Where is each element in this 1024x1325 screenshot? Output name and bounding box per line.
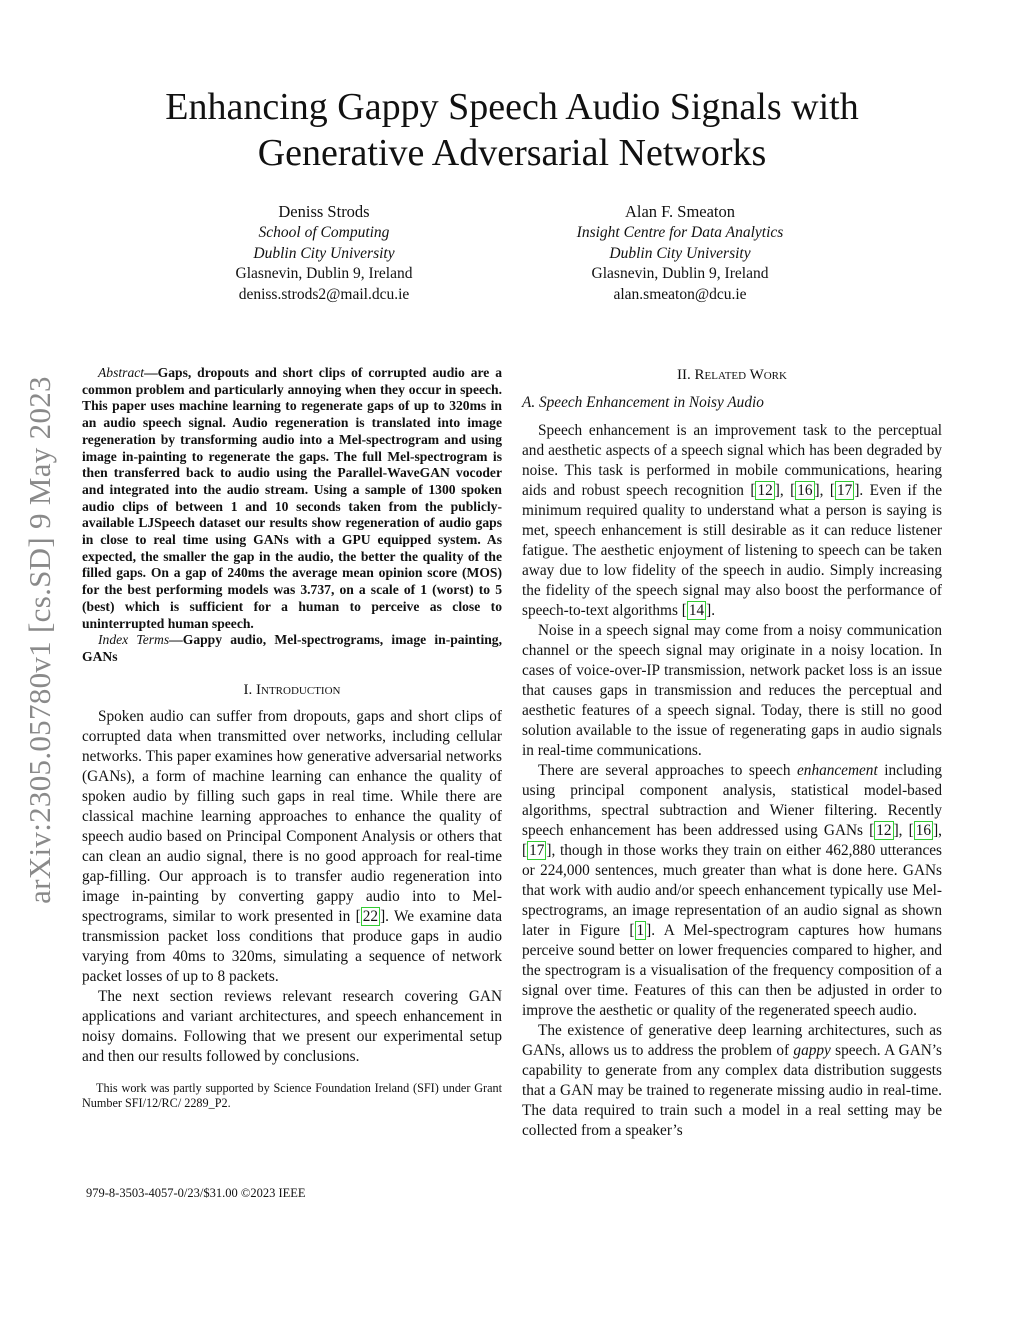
author-address: Glasnevin, Dublin 9, Ireland bbox=[235, 265, 413, 283]
section-heading: I. Introduction bbox=[243, 681, 341, 698]
citation-link[interactable]: 1 bbox=[636, 922, 645, 939]
citation-link[interactable]: 22 bbox=[362, 907, 379, 925]
text-run: , though in those works they train on either 462,880 utterances or 224,000 sentences, much greater than what is done here. GANs that work with audio and/or speech enhancement typically use Mel-spectrograms, an image representation of an audio signal as shown later in Figure bbox=[522, 842, 942, 939]
text-run: , bbox=[819, 482, 830, 499]
emphasis-text: gappy bbox=[793, 1042, 831, 1059]
emphasis-text: enhancement bbox=[797, 762, 878, 779]
citation: [ 12 ] bbox=[869, 822, 899, 839]
citation-link[interactable]: 14 bbox=[688, 602, 705, 619]
author-email[interactable]: alan.smeaton@dcu.ie bbox=[613, 286, 747, 304]
citation: [ 16 ] bbox=[790, 482, 820, 499]
citation-link[interactable]: 17 bbox=[837, 482, 853, 499]
author-name: Deniss Strods bbox=[278, 202, 370, 221]
index-terms bbox=[82, 632, 502, 665]
author-address: Glasnevin, Dublin 9, Ireland bbox=[591, 265, 769, 283]
right-column bbox=[522, 365, 942, 1141]
title-line: Generative Adversarial Networks bbox=[257, 132, 767, 174]
paragraph bbox=[522, 1021, 942, 1141]
paragraph bbox=[522, 621, 942, 761]
citation: [ 12 ] bbox=[750, 482, 780, 499]
section-body bbox=[522, 421, 942, 1141]
text-run: , bbox=[779, 482, 791, 499]
text-run: . Even if the minimum required quality to understand what a person is saying is met, speech enhancement is still desirable as it can reduce listener fatigue. The aesthetic enjoyment of listening to speech can be taken away due to low fidelity of the speech in audio. Simply increasing the fidelity of the speech signal may also boost the performance of speech-to-text algorithms bbox=[522, 482, 942, 619]
citation: [ 22 ] bbox=[355, 907, 386, 925]
citation-link[interactable]: 12 bbox=[757, 482, 773, 499]
section-heading: II. Related Work bbox=[677, 367, 787, 383]
author-org: Dublin City University bbox=[609, 244, 751, 262]
author-dept: School of Computing bbox=[258, 223, 390, 241]
citation-link[interactable]: 12 bbox=[876, 822, 892, 839]
author-dept: Insight Centre for Data Analytics bbox=[576, 223, 784, 241]
citation: [ 17 ] bbox=[522, 842, 552, 859]
text-run: . bbox=[711, 602, 716, 619]
paragraph bbox=[82, 707, 502, 987]
text-run: Speech enhancement is an improvement task to the perceptual and aesthetic aspects of a speech signal which has been degraded by noise. This task is performed in mobile communications, hearing aids and robust speech recognition bbox=[522, 422, 942, 499]
citation-link[interactable]: 16 bbox=[797, 482, 813, 499]
abstract bbox=[82, 365, 502, 632]
text-run: including using principal component analysis, statistical model-based algorithms, spectral subtraction and Wiener filtering. Recently speech enhancement has been addressed using GANs bbox=[522, 762, 942, 839]
paragraph bbox=[522, 421, 942, 621]
footnote: This work was partly supported by Science Foundation Ireland (SFI) under Grant Number SFI/12/RC/ 2289_P2. bbox=[82, 1080, 502, 1111]
paragraph bbox=[522, 761, 942, 1021]
text-run: There are several approaches to speech bbox=[538, 762, 797, 779]
citation-link[interactable]: 16 bbox=[915, 822, 932, 839]
text-run: . We examine data transmission packet loss conditions that produce gaps in audio varying from 40ms to 320ms, simulating a sequence of network packet losses of up to 8 packets. bbox=[82, 907, 502, 985]
text-run: Spoken audio can suffer from dropouts, gaps and short clips of corrupted data when transmitted over networks, including cellular networks. This paper examines how generative adversarial networks (GANs), a form of machine learning can enhance the quality of spoken audio by filling such gaps in real time. While there are classical machine learning approaches to enhance the quality of speech audio based on Principal Component Analysis or others that can clean an audio signal, there is no good approach for real-time gap-filling. Our approach is to transfer audio regeneration into image in-painting by converting gappy audio into to Mel-spectrograms, similar to work presented in bbox=[82, 707, 502, 925]
citation-link[interactable]: 17 bbox=[529, 842, 545, 859]
author-email[interactable]: deniss.strods2@mail.dcu.ie bbox=[238, 286, 410, 304]
text-run: . A Mel-spectrogram captures how humans perceive sound better on lower frequencies compared to higher, and the spectrogram is a visualisation of the frequency composition of a signal over time. Features of this can then be adjusted in order to improve the aesthetic or quality of the regenerated speech audio. bbox=[522, 922, 942, 1019]
citation: [ 14 ] bbox=[681, 602, 712, 619]
text-run: Noise in a speech signal may come from a noisy communication channel or the speech signal may originate in a noisy location. In cases of voice-over-IP transmission, network packet loss is an issue that causes gaps in transmission and reduces the perceptual and aesthetic features of a speech signal. Today, there is still no good solution available to the issue of regenerating gaps in audio signals in real-time communications. bbox=[522, 622, 942, 759]
title-line: Enhancing Gappy Speech Audio Signals with bbox=[165, 86, 859, 128]
left-column bbox=[82, 365, 502, 1112]
citation: [ 17 ] bbox=[829, 482, 860, 499]
paragraph bbox=[82, 987, 502, 1067]
text-run: The next section reviews relevant research covering GAN applications and variant architectures, and speech enhancement in noisy domains. Following that we present our experimental setup and then our results followed by conclusions. bbox=[82, 987, 502, 1065]
author-block bbox=[520, 202, 840, 306]
author-block bbox=[164, 202, 484, 306]
author-org: Dublin City University bbox=[253, 244, 395, 262]
citation: [ 1 ] bbox=[629, 922, 652, 939]
subsection-heading: A. Speech Enhancement in Noisy Audio bbox=[522, 394, 764, 411]
author-name: Alan F. Smeaton bbox=[624, 202, 736, 221]
section-body bbox=[82, 707, 502, 1067]
text-run: The existence of generative deep learning architectures, such as GANs, allows us to address the problem of bbox=[522, 1022, 942, 1059]
isbn-copyright: 979-8-3503-4057-0/23/$31.00 ©2023 IEEE bbox=[86, 1186, 306, 1200]
index-terms-label: Index Terms bbox=[98, 632, 170, 648]
text-run: , bbox=[938, 822, 942, 839]
text-run: speech. A GAN’s capability to generate from any complex data distribution suggests that a GAN may be trained to regenerate missing audio in real-time. The data required to train such a model in a real setting may be collected from a speaker’s bbox=[522, 1042, 942, 1139]
text-run: , bbox=[898, 822, 909, 839]
index-terms-text: —Gappy audio, Mel-spectrograms, image in-painting, GANs bbox=[82, 632, 502, 664]
abstract-text: —Gaps, dropouts and short clips of corrupted audio are a common problem and particularly annoying when they occur in speech. This paper uses machine learning to regenerate gaps of up to 320ms in an audio speech signal. Audio regeneration is translated into image regeneration by transforming audio into a Mel-spectrogram and using image in-painting to regenerate the gaps. The full Mel-spectrogram is then transferred back to audio using the Parallel-WaveGAN vocoder and integrated into the audio stream. Using a sample of 1300 spoken audio clips of between 1 and 10 seconds taken from the publicly-available LJSpeech dataset our results show regeneration of audio gaps in close to real time using GANs with a GPU equipped system. As expected, the smaller the gap in the audio, the better the quality of the filled gaps. On a gap of 240ms the average mean opinion score (MOS) for the best performing models was 3.737, on a scale of 1 (worst) to 5 (best) which is sufficient for a human to perceive as close to uninterrupted human speech. bbox=[82, 365, 502, 631]
arxiv-identifier: arXiv:2305.05780v1 [cs.SD] 9 May 2023 bbox=[22, 376, 57, 904]
abstract-label: Abstract bbox=[98, 365, 145, 380]
paper-title bbox=[0, 84, 1024, 176]
citation: [ 16 ] bbox=[908, 822, 939, 839]
